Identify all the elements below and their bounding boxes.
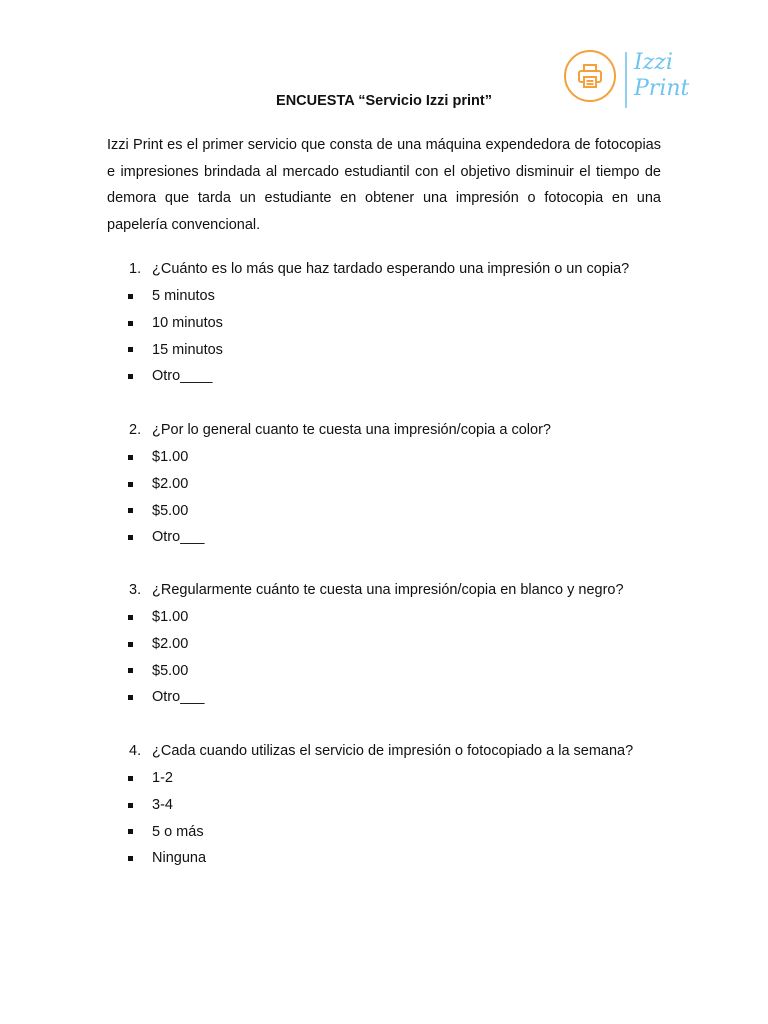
option: [107, 658, 687, 685]
option-label: 5 minutos: [152, 287, 215, 304]
bullet-icon: [128, 455, 133, 460]
bullet-icon: [128, 347, 133, 352]
option: [107, 524, 687, 551]
option: [107, 363, 687, 390]
option-label: 10 minutos: [152, 314, 223, 331]
option: [107, 283, 687, 310]
option-label: 1-2: [152, 769, 173, 786]
question-text: ¿Por lo general cuanto te cuesta una impresión/copia a color?: [152, 422, 551, 438]
logo-line-1: Izzi: [634, 50, 673, 75]
bullet-icon: [128, 508, 133, 513]
option-label: 15 minutos: [152, 341, 223, 358]
option-label: 5 o más: [152, 823, 204, 840]
option-label: Otro___: [152, 529, 205, 546]
option: [107, 604, 687, 631]
option-label: $1.00: [152, 608, 189, 625]
bullet-icon: [128, 856, 133, 861]
question-2: [107, 417, 687, 551]
option: [107, 498, 687, 525]
option-label: Otro____: [152, 368, 213, 385]
option-label: $2.00: [152, 475, 189, 492]
bullet-icon: [128, 615, 133, 620]
logo-line-2: Print: [634, 76, 690, 101]
bullet-icon: [128, 668, 133, 673]
bullet-icon: [128, 294, 133, 299]
bullet-icon: [128, 803, 133, 808]
question-number: 2.: [129, 422, 142, 438]
bullet-icon: [128, 695, 133, 700]
question-number: 1.: [129, 261, 142, 277]
bullet-icon: [128, 642, 133, 647]
option-label: $5.00: [152, 662, 189, 679]
option: [107, 684, 687, 711]
bullet-icon: [128, 374, 133, 379]
option-label: Otro___: [152, 689, 205, 706]
bullet-icon: [128, 535, 133, 540]
question-text: ¿Cuánto es lo más que haz tardado esperando una impresión o un copia?: [152, 261, 630, 277]
question-number: 4.: [129, 743, 142, 759]
option-label: $1.00: [152, 448, 189, 465]
option: [107, 444, 687, 471]
question-4: [107, 738, 687, 872]
option: [107, 631, 687, 658]
option: [107, 310, 687, 337]
question-3: [107, 577, 687, 711]
bullet-icon: [128, 776, 133, 781]
option: [107, 337, 687, 364]
intro-paragraph: Izzi Print es el primer servicio que consta de una máquina expendedora de fotocopias e impresiones brindada al mercado estudiantil con el objetivo disminuir el tiempo de demora que tarda un estudiante en obtener una impresión o fotocopia en una papelería convencional.: [107, 137, 661, 234]
question-number: 3.: [129, 582, 142, 598]
survey-title: ENCUESTA “Servicio Izzi print”: [276, 93, 492, 109]
question-1: [107, 256, 687, 390]
bullet-icon: [128, 321, 133, 326]
option-label: $5.00: [152, 502, 189, 519]
question-text: ¿Cada cuando utilizas el servicio de impresión o fotocopiado a la semana?: [152, 743, 634, 759]
bullet-icon: [128, 829, 133, 834]
option-label: $2.00: [152, 635, 189, 652]
question-text: ¿Regularmente cuánto te cuesta una impresión/copia en blanco y negro?: [152, 582, 624, 598]
option: [107, 471, 687, 498]
option: [107, 845, 687, 872]
option-label: Ninguna: [152, 850, 207, 867]
option: [107, 765, 687, 792]
option: [107, 819, 687, 846]
option: [107, 792, 687, 819]
option-label: 3-4: [152, 796, 173, 813]
bullet-icon: [128, 482, 133, 487]
